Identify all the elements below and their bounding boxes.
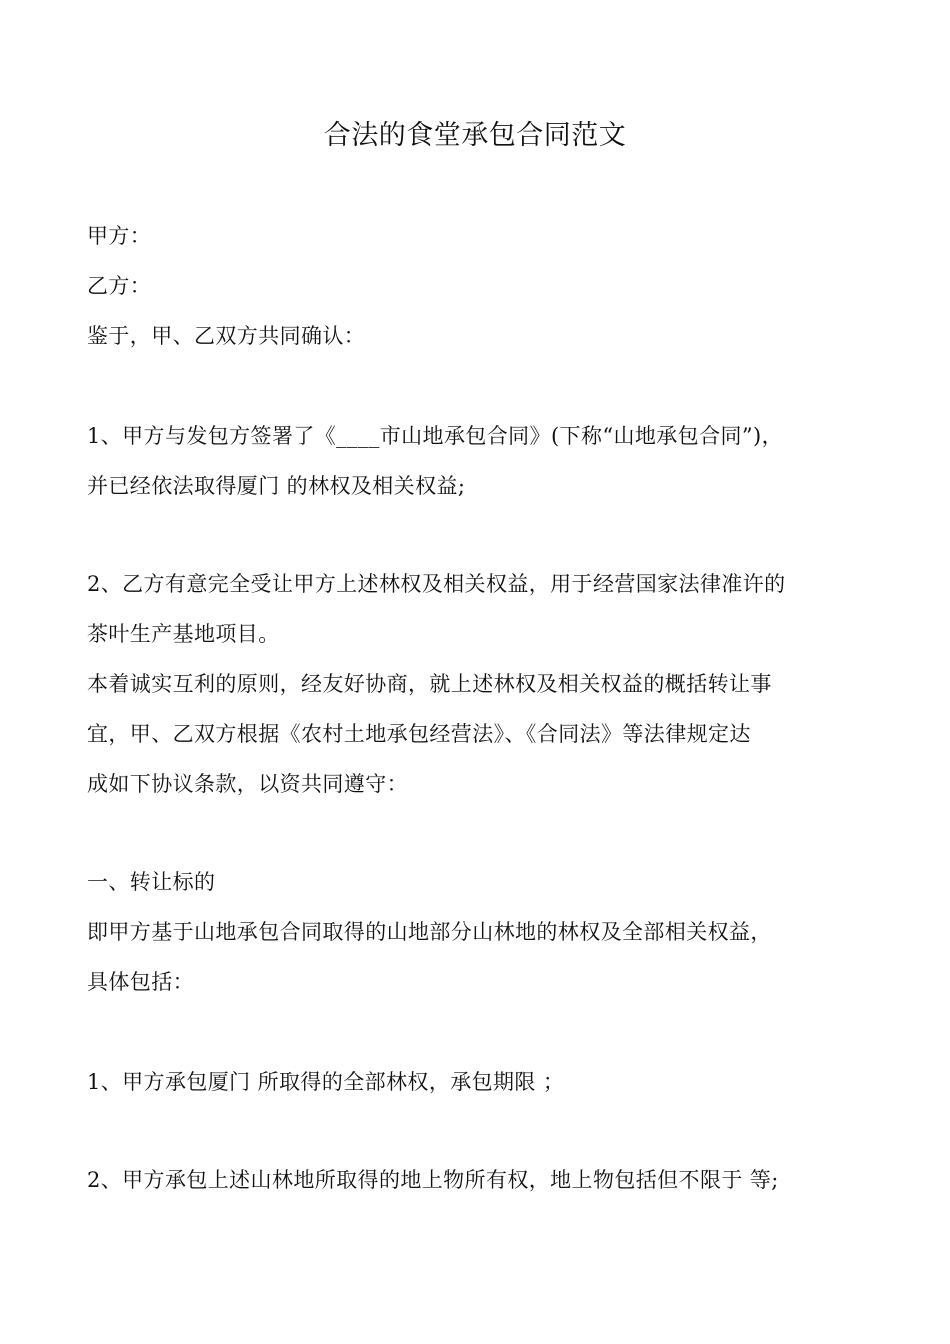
- item-2-line: 2、甲方承包上述山林地所取得的地上物所有权，地上物包括但不限于 等;: [87, 1168, 779, 1192]
- whereas-line: 鉴于，甲、乙双方共同确认：: [87, 324, 366, 348]
- clause-1-line-2: 并已经依法取得厦门 的林权及相关权益;: [87, 474, 466, 498]
- section-1-text-line-1: 即甲方基于山地承包合同取得的山地部分山林地的林权及全部相关权益，: [87, 920, 772, 944]
- document-title: 合法的食堂承包合同范文: [323, 120, 627, 151]
- clause-2-line-1: 2、乙方有意完全受让甲方上述林权及相关权益，用于经营国家法律准许的: [87, 572, 786, 596]
- section-1-text-line-2: 具体包括：: [87, 970, 194, 994]
- section-heading-transfer-subject: 一、转让标的: [87, 870, 216, 894]
- clause-2-line-2: 茶叶生产基地项目。: [87, 622, 280, 646]
- item-1-line: 1、甲方承包厦门 所取得的全部林权，承包期限 ；: [87, 1070, 565, 1094]
- clause-1-line-1: 1、甲方与发包方签署了《____市山地承包合同》(下称“山地承包合同”)，: [87, 424, 784, 448]
- principle-line-3: 成如下协议条款，以资共同遵守：: [87, 772, 408, 796]
- party-b-line: 乙方：: [87, 274, 152, 298]
- principle-line-1: 本着诚实互利的原则，经友好协商，就上述林权及相关权益的概括转让事: [87, 672, 772, 696]
- principle-line-2: 宜，甲、乙双方根据《农村土地承包经营法》、《合同法》等法律规定达: [87, 722, 751, 746]
- party-a-line: 甲方：: [87, 224, 152, 248]
